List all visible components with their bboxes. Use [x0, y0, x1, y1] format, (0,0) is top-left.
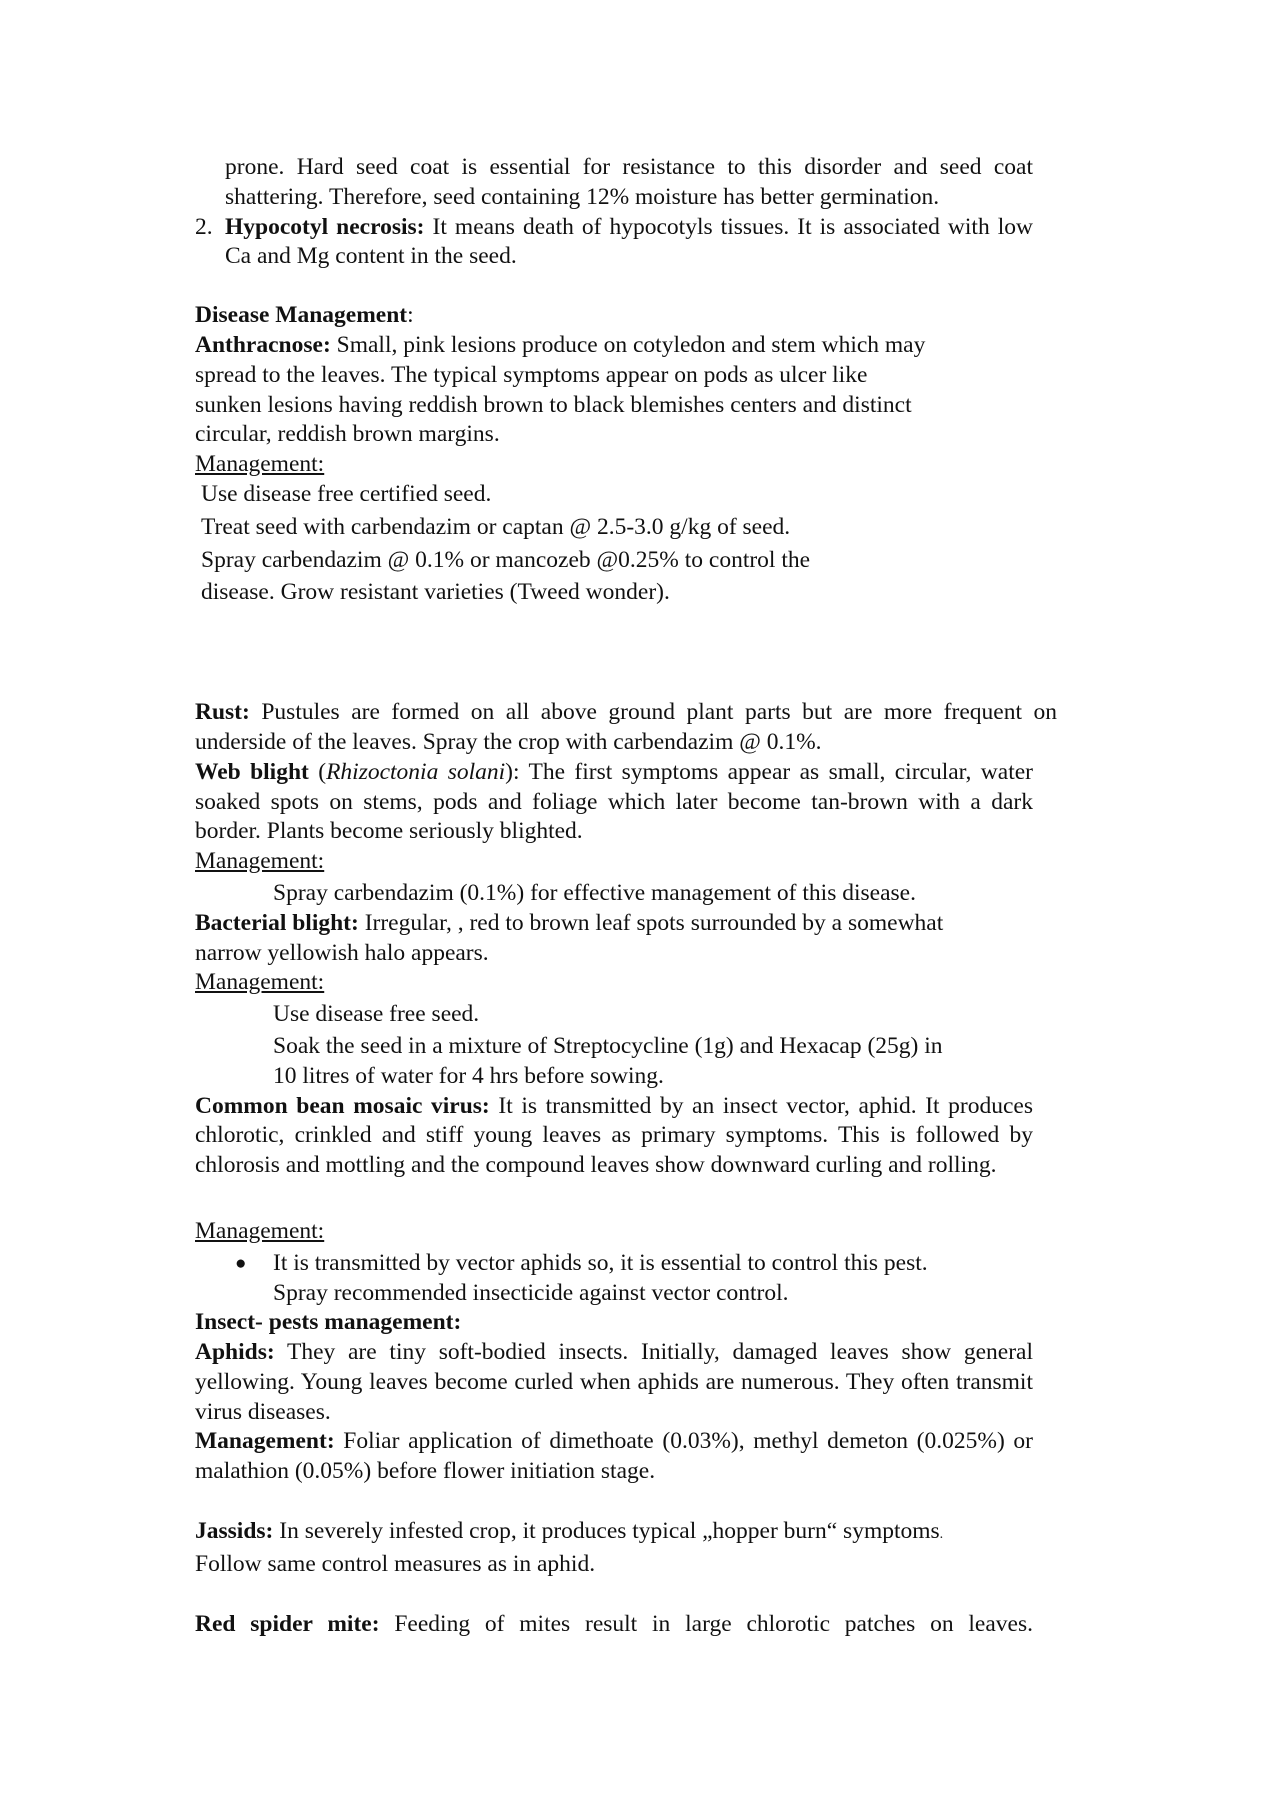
document-page: [195, 153, 1057, 1639]
web-blight-management-label: Management:: [195, 848, 325, 875]
intro-paragraph: prone. Hard seed coat is essential for resistance to this disorder and seed coat shattering. Therefore, seed containing 12% moisture has better germination.: [225, 154, 1033, 210]
term-jassids: Jassids:: [195, 1518, 274, 1545]
term-anthracnose: Anthracnose:: [195, 331, 331, 358]
bullet-text-continued: Spray recommended insecticide against vector control.: [273, 1279, 789, 1306]
anthracnose-line-3: sunken lesions having reddish brown to black blemishes centers and distinct: [195, 391, 912, 418]
term-bacterial-blight: Bacterial blight:: [195, 909, 359, 936]
term-common-bean-mosaic-virus: Common bean mosaic virus:: [195, 1092, 490, 1119]
jassids-line-2: Follow same control measures as in aphid.: [195, 1550, 596, 1577]
bacterial-blight-step-3: 10 litres of water for 4 hrs before sowing.: [273, 1062, 664, 1089]
paren-open: (: [308, 758, 327, 785]
anthracnose-step-4: disease. Grow resistant varieties (Tweed wonder).: [201, 579, 670, 606]
term-management: Management:: [195, 1428, 335, 1455]
list-number: 2.: [195, 213, 213, 240]
bacterial-blight-line-1: [195, 909, 1033, 939]
term-red-spider-mite: Red spider mite:: [195, 1610, 380, 1637]
bean-mosaic-bullet-item: [195, 1249, 1033, 1279]
web-blight-paragraph: [195, 758, 1033, 847]
anthracnose-line-1: [195, 331, 1033, 361]
anthracnose-text: Small, pink lesions produce on cotyledon and stem which may: [330, 331, 926, 358]
list-item-hypocotyl-necrosis: [195, 213, 1033, 273]
jassids-text: In severely infested crop, it produces typical „hopper burn“ symptoms: [273, 1518, 940, 1545]
term-web-blight: Web blight: [195, 758, 309, 785]
anthracnose-step-2: Treat seed with carbendazim or captan @ 2.5-3.0 g/kg of seed.: [201, 513, 791, 540]
insect-pests-heading: [195, 1308, 1033, 1338]
aphids-paragraph: [195, 1338, 1033, 1427]
bean-mosaic-management-label: Management:: [195, 1217, 325, 1244]
jassids-line-1: [195, 1517, 1033, 1550]
term-hypocotyl-necrosis: Hypocotyl necrosis:: [225, 213, 425, 240]
red-spider-mite-paragraph: [195, 1610, 1033, 1640]
bean-mosaic-paragraph: [195, 1092, 1033, 1181]
anthracnose-line-4: circular, reddish brown margins.: [195, 421, 500, 448]
aphids-management-paragraph: [195, 1427, 1033, 1487]
rust-text: Pustules are formed on all above ground plant parts but are more frequent on underside of the leaves. Spray the crop with carbendazim @ 0.1%.: [195, 699, 1057, 755]
scientific-name: Rhizoctonia solani: [326, 758, 506, 785]
anthracnose-management-label: Management:: [195, 451, 325, 478]
bacterial-blight-text: Irregular, , red to brown leaf spots surrounded by a somewhat: [358, 909, 944, 936]
list-item-text: [225, 213, 1033, 273]
insect-pests-heading-text: Insect- pests management:: [195, 1309, 462, 1336]
term-aphids: Aphids:: [195, 1339, 275, 1366]
bacterial-blight-line-2: narrow yellowish halo appears.: [195, 939, 489, 966]
red-spider-mite-text: Feeding of mites result in large chlorotic patches on leaves.: [379, 1610, 1033, 1637]
anthracnose-step-1: Use disease free certified seed.: [201, 480, 492, 507]
rust-paragraph: [195, 698, 1057, 758]
hypocotyl-description: It means death of hypocotyls tissues. It is associated with low Ca and Mg content in the seed.: [225, 213, 1033, 270]
web-blight-step: Spray carbendazim (0.1%) for effective management of this disease.: [273, 879, 916, 906]
heading-colon: :: [407, 302, 414, 329]
anthracnose-line-2: spread to the leaves. The typical symptoms appear on pods as ulcer like: [195, 361, 868, 388]
bacterial-blight-step-1: Use disease free seed.: [273, 1001, 480, 1028]
aphids-management-text: Foliar application of dimethoate (0.03%), methyl demeton (0.025%) or malathion (0.05%) before flower initiation stage.: [195, 1428, 1033, 1485]
bullet-text: It is transmitted by vector aphids so, it is essential to control this pest.: [273, 1249, 928, 1276]
disease-management-heading: Disease Management: [195, 302, 408, 329]
bacterial-blight-step-2: Soak the seed in a mixture of Streptocycline (1g) and Hexacap (25g) in: [273, 1032, 943, 1059]
bullet-icon: ●: [235, 1252, 247, 1274]
anthracnose-step-3: Spray carbendazim @ 0.1% or mancozeb @0.25% to control the: [201, 546, 811, 573]
jassids-text-end: .: [939, 1527, 944, 1543]
bean-mosaic-text: It is transmitted by an insect vector, aphid. It produces chlorotic, crinkled and stiff young leaves as primary symptoms. This is followed by chlorosis and mottling and the compound leaves show downward curling and rolling.: [195, 1092, 1033, 1179]
section-heading-disease-management: [195, 301, 1033, 331]
web-blight-text: ): The first symptoms appear as small, circular, water soaked spots on stems, pods and foliage which later become tan-brown with a dark border. Plants become seriously blighted.: [195, 758, 1033, 845]
aphids-text: They are tiny soft-bodied insects. Initially, damaged leaves show general yellowing. Young leaves become curled when aphids are numerous. They often transmit virus diseases.: [195, 1339, 1033, 1425]
term-rust: Rust:: [195, 699, 250, 726]
bacterial-blight-management-label: Management:: [195, 969, 325, 996]
